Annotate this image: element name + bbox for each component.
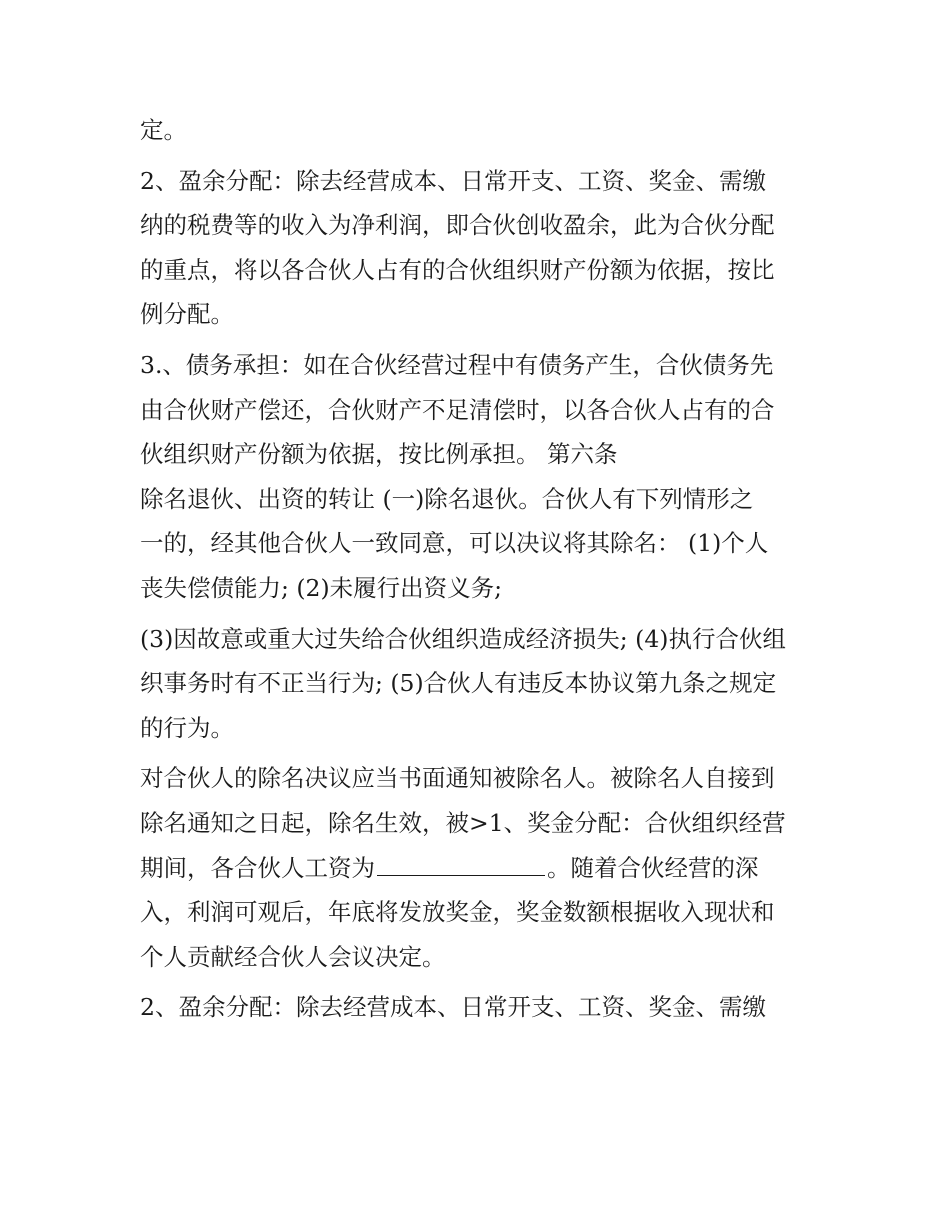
text-line: (3)因故意或重大过失给合伙组织造成经济损失; (4)执行合伙组 xyxy=(140,624,786,653)
text-line: 丧失偿债能力; (2)未履行出资义务; xyxy=(140,573,503,602)
text-line: 3.、债务承担：如在合伙经营过程中有债务产生，合伙债务先 xyxy=(140,350,774,379)
text-line: 由合伙财产偿还，合伙财产不足清偿时，以各合伙人占有的合 xyxy=(140,395,775,424)
text-line: 2、盈余分配：除去经营成本、日常开支、工资、奖金、需缴 xyxy=(140,993,766,1022)
text-line-with-blank xyxy=(140,846,820,891)
text-line: 2、盈余分配：除去经营成本、日常开支、工资、奖金、需缴 xyxy=(140,166,766,195)
text-line: 织事务时有不正当行为; (5)合伙人有违反本协议第九条之规定 xyxy=(140,669,777,698)
text-line: 伙组织财产份额为依据，按比例承担。 第六条 xyxy=(140,440,618,469)
fill-in-blank xyxy=(377,855,545,876)
text-line: 除名退伙、出资的转让 (一)除名退伙。合伙人有下列情形之 xyxy=(140,484,754,513)
text-line: 纳的税费等的收入为净利润，即合伙创收盈余，此为合伙分配 xyxy=(140,211,775,240)
text-line: 例分配。 xyxy=(140,300,234,329)
text-line: 个人贡献经合伙人会议决定。 xyxy=(140,942,446,971)
text-line: 一的，经其他合伙人一致同意，可以决议将其除名： (1)个人 xyxy=(140,529,769,558)
text-line: 的行为。 xyxy=(140,713,234,742)
text-line: 对合伙人的除名决议应当书面通知被除名人。被除名人自接到 xyxy=(140,764,775,793)
document-body xyxy=(140,108,820,1030)
text-segment: 期间，各合伙人工资为 xyxy=(140,853,375,882)
text-line: 入，利润可观后，年底将发放奖金，奖金数额根据收入现状和 xyxy=(140,898,775,927)
text-line: 定。 xyxy=(140,116,187,144)
text-line: 的重点，将以各合伙人占有的合伙组织财产份额为依据，按比 xyxy=(140,255,775,284)
text-segment: 。随着合伙经营的深 xyxy=(547,853,759,882)
text-line: 除名通知之日起，除名生效，被>1、奖金分配：合伙组织经营 xyxy=(140,808,786,837)
